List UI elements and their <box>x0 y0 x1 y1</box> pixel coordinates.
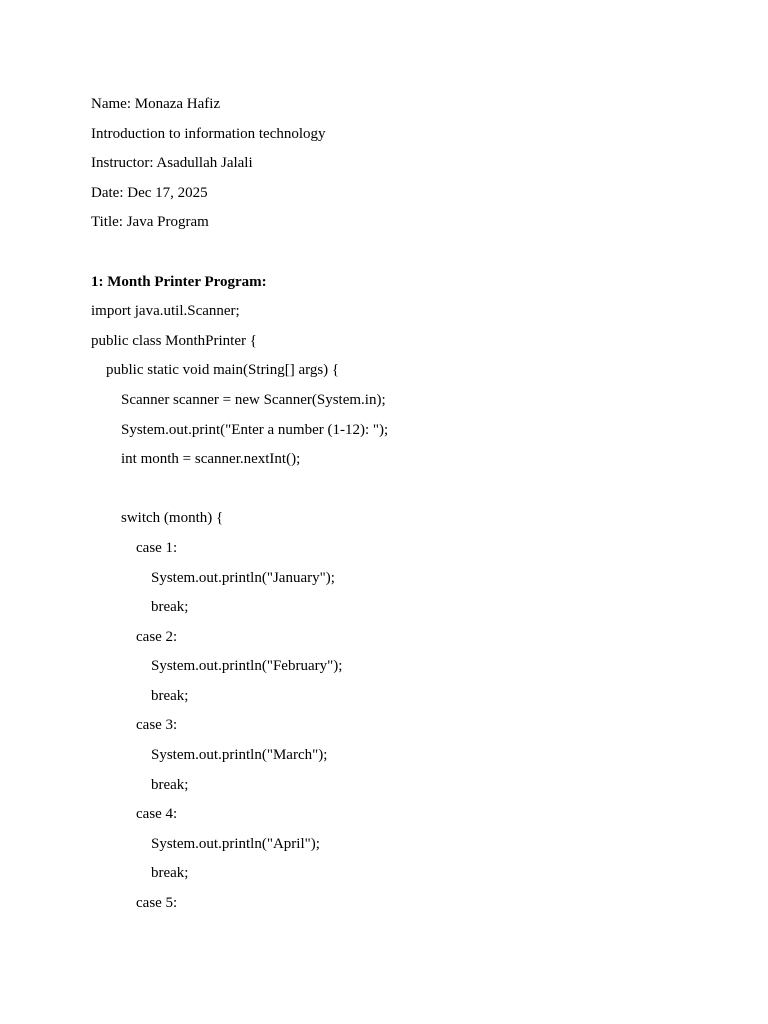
code-line-break: break; <box>151 776 189 793</box>
student-name: Name: Monaza Hafiz <box>91 96 221 112</box>
code-line-case-4: case 4: <box>136 806 178 823</box>
code-line-prompt: System.out.print("Enter a number (1-12): "); <box>121 421 389 438</box>
code-line-print-march: System.out.println("March"); <box>151 747 328 764</box>
code-line-print-january: System.out.println("January"); <box>151 569 335 586</box>
code-line-print-february: System.out.println("February"); <box>151 658 343 675</box>
section-heading: 1: Month Printer Program: <box>91 273 267 290</box>
code-line-case-3: case 3: <box>136 717 178 734</box>
code-line-print-april: System.out.println("April"); <box>151 835 320 852</box>
code-line-break: break; <box>151 599 189 616</box>
code-line-case-5: case 5: <box>136 895 178 912</box>
code-line-break: break; <box>151 865 189 882</box>
document-page <box>91 90 711 919</box>
code-line-class: public class MonthPrinter { <box>91 332 257 349</box>
code-line-import: import java.util.Scanner; <box>91 303 240 320</box>
code-line-main: public static void main(String[] args) { <box>106 362 340 379</box>
code-line-scanner: Scanner scanner = new Scanner(System.in); <box>121 391 386 408</box>
code-line-case-1: case 1: <box>136 539 178 556</box>
code-line-switch: switch (month) { <box>121 510 224 527</box>
instructor-name: Instructor: Asadullah Jalali <box>91 155 253 172</box>
course-name: Introduction to information technology <box>91 125 326 142</box>
document-date: Date: Dec 17, 2025 <box>91 184 208 201</box>
blank-line <box>91 238 711 268</box>
blank-line <box>91 475 711 505</box>
code-line-break: break; <box>151 687 189 704</box>
code-line-read: int month = scanner.nextInt(); <box>121 451 301 468</box>
code-line-case-2: case 2: <box>136 628 178 645</box>
document-title: Title: Java Program <box>91 214 209 231</box>
